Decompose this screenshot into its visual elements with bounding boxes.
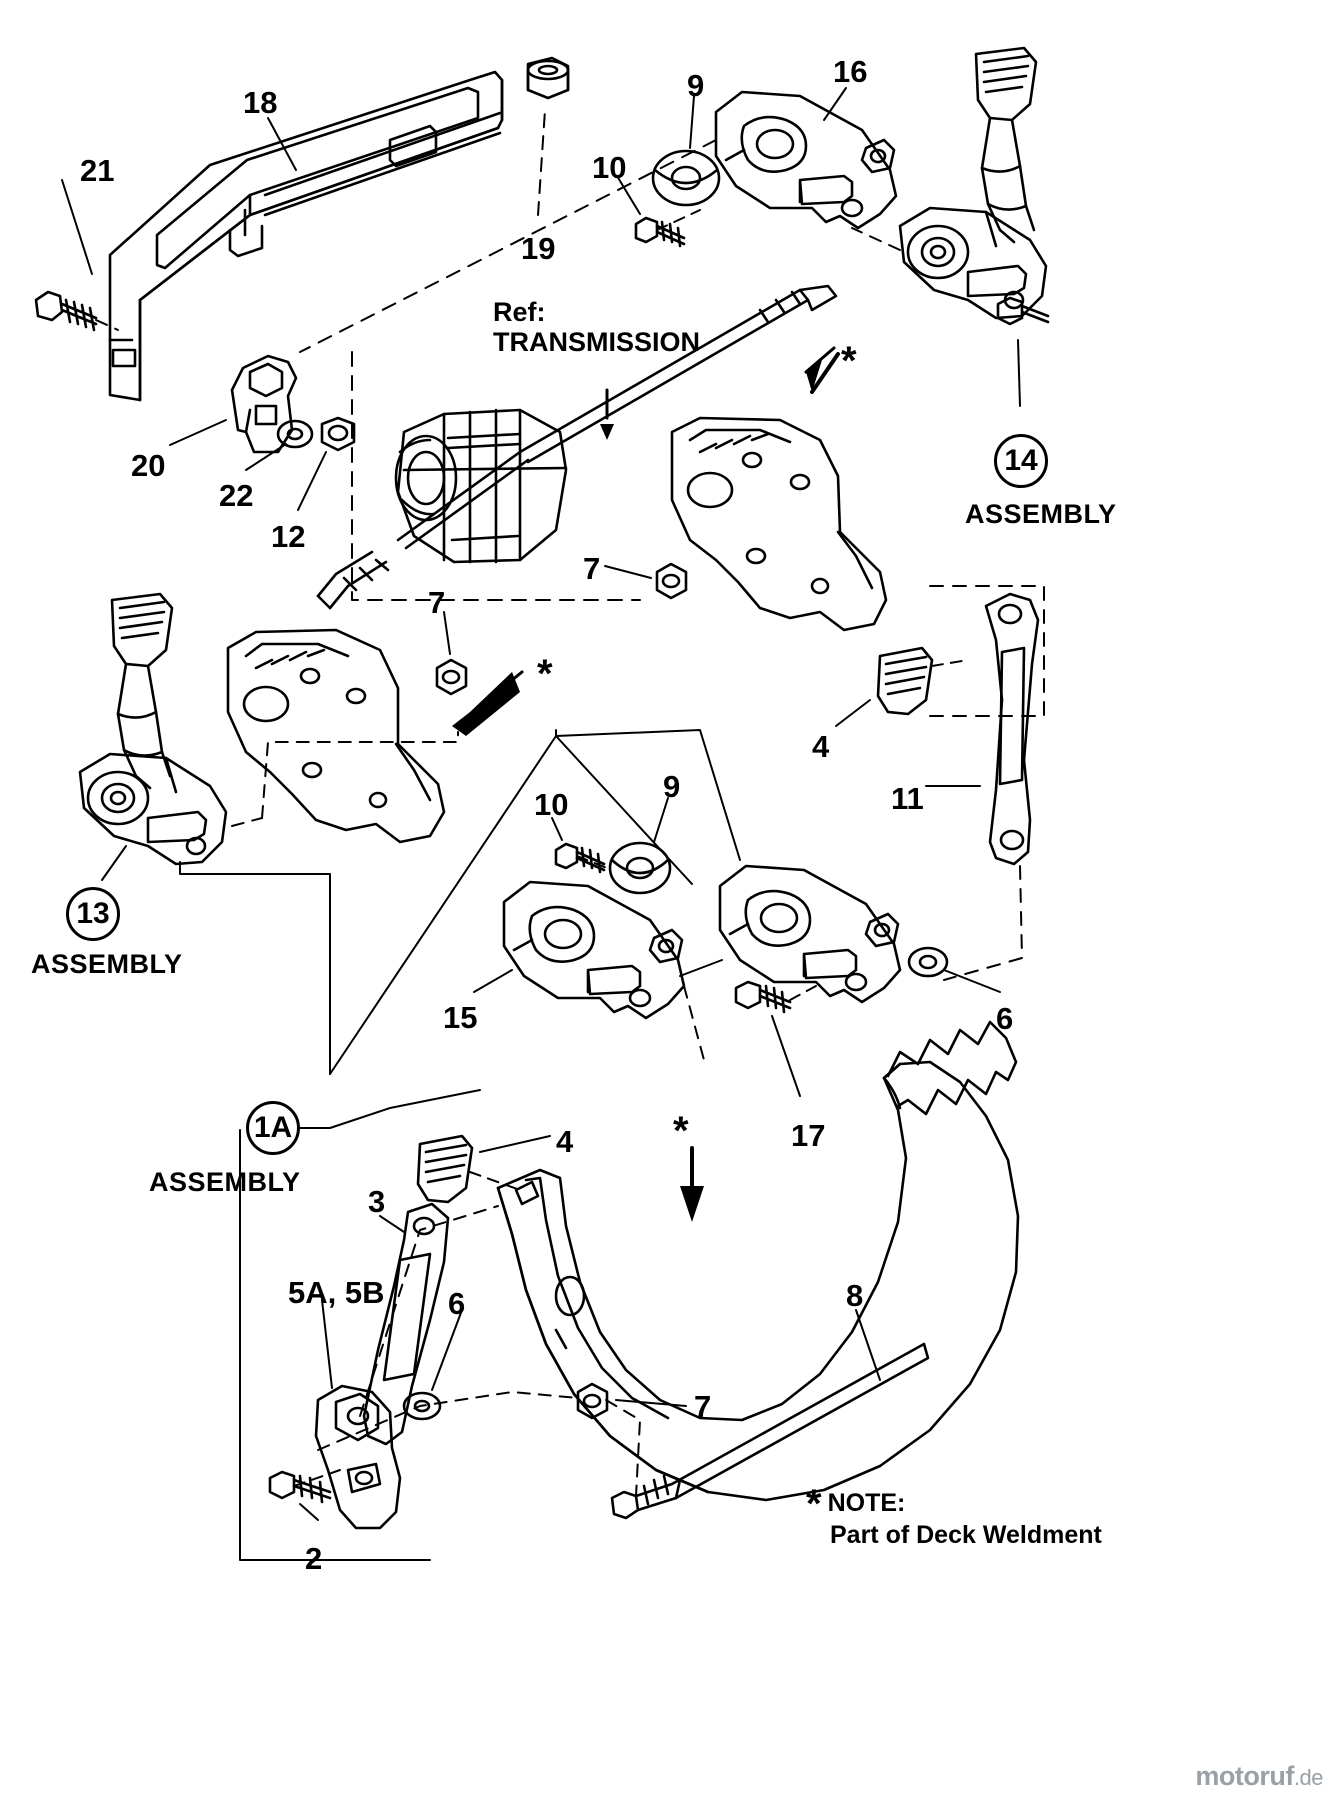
part-20-bracket: [232, 356, 296, 452]
part-16-lift-plate: [716, 92, 896, 228]
leader-13: [102, 846, 126, 880]
note-line-2: Part of Deck Weldment: [830, 1521, 1102, 1549]
watermark-part1: motoruf: [1195, 1761, 1294, 1791]
callout-19: 19: [521, 231, 556, 266]
part-10-bolt-top: [636, 218, 684, 246]
callout-6-bottom: 6: [448, 1286, 466, 1321]
part-9-pulley-top: [653, 151, 719, 205]
callout-4-bottom: 4: [556, 1124, 574, 1159]
part-7-nut-bottom: [578, 1384, 607, 1418]
reference-transmission: [493, 297, 700, 357]
part-7-nut-upper: [657, 564, 686, 598]
assembly-callout-14: 14: [994, 434, 1048, 488]
assembly-label-13: ASSEMBLY: [31, 949, 183, 979]
callout-9-mid: 9: [663, 769, 681, 804]
reference-line-2: TRANSMISSION: [493, 327, 701, 358]
assembly-callout-13: 13: [66, 887, 120, 941]
assembly-13: [80, 594, 226, 864]
arrow-star-2: [452, 672, 520, 736]
star-mark-3: *: [673, 1109, 689, 1153]
part-6-washer-right: [909, 948, 947, 976]
part-4-grip-mid: [878, 648, 932, 714]
leader-14: [1018, 340, 1020, 406]
reference-line-1: Ref:: [493, 297, 546, 327]
callout-8: 8: [846, 1278, 864, 1313]
note-block: [806, 1482, 1102, 1550]
callout-7-upper: 7: [583, 551, 601, 586]
note-star: *: [806, 1482, 822, 1526]
callout-10-top: 10: [592, 150, 627, 185]
leader-5: [322, 1300, 332, 1388]
assembly-label-1a: ASSEMBLY: [149, 1167, 301, 1197]
deck-weldment-bottom: [498, 1022, 1018, 1500]
callout-4-mid: 4: [812, 729, 830, 764]
callout-10-mid: 10: [534, 787, 569, 822]
part-22-washer: [278, 421, 312, 447]
leader-9b: [654, 798, 668, 842]
callout-6-right: 6: [996, 1001, 1014, 1036]
leader-2: [300, 1504, 318, 1520]
leader-7a: [605, 566, 651, 578]
callout-17: 17: [791, 1118, 826, 1153]
part-5a-5b-bracket: [316, 1386, 400, 1528]
arrow-transmission: [600, 424, 614, 440]
leader-20: [170, 420, 226, 445]
leader-9a: [690, 96, 694, 148]
callout-7-bottom: 7: [694, 1389, 712, 1424]
assembly-callout-1a: 1A: [246, 1101, 300, 1155]
leader-4b: [480, 1136, 550, 1152]
leader-19: [538, 110, 545, 215]
part-18-frame-rail: [110, 72, 502, 400]
note-line-1: NOTE:: [827, 1489, 906, 1517]
leader-7c: [616, 1400, 686, 1406]
assembly-label-14: ASSEMBLY: [965, 499, 1117, 529]
bracket-13-1a: [180, 862, 330, 1074]
callout-5a-5b: 5A, 5B: [288, 1275, 385, 1310]
leader-21: [62, 180, 92, 274]
callout-22: 22: [219, 478, 254, 513]
leader-6a: [432, 1310, 462, 1390]
watermark: [1195, 1761, 1323, 1792]
leader-15: [474, 970, 512, 992]
callout-15: 15: [443, 1000, 478, 1035]
star-mark-1: *: [841, 339, 857, 383]
callout-9-top: 9: [687, 68, 705, 103]
assembly-14: [900, 48, 1046, 318]
leader-17: [772, 1016, 800, 1096]
part-19-bushing: [528, 58, 568, 98]
leader-12: [298, 452, 326, 510]
deck-weldment-upper: [672, 418, 886, 630]
part-11-link: [986, 594, 1038, 864]
callout-16: 16: [833, 54, 868, 89]
part-21-bolt: [36, 292, 96, 330]
leader-8: [856, 1310, 880, 1380]
leader-6b: [944, 970, 1000, 992]
callout-3: 3: [368, 1184, 386, 1219]
leader-4a: [836, 700, 870, 726]
part-15-plate: [504, 882, 684, 1018]
callout-12: 12: [271, 519, 306, 554]
callout-7-middle: 7: [428, 585, 446, 620]
callout-21: 21: [80, 153, 115, 188]
callout-11: 11: [891, 781, 924, 816]
part-17-bolt: [736, 982, 790, 1012]
arrow-star-3: [680, 1186, 704, 1222]
star-mark-2: *: [537, 652, 553, 696]
part-3-lever: [364, 1204, 448, 1444]
callout-2: 2: [305, 1541, 323, 1576]
watermark-part2: .de: [1293, 1765, 1323, 1790]
part-7-nut-middle: [437, 660, 466, 694]
deck-weldment-middle: [228, 630, 444, 842]
part-4-grip-bottom: [418, 1136, 472, 1202]
callout-18: 18: [243, 85, 278, 120]
part-12-nut: [322, 418, 354, 450]
callout-20: 20: [131, 448, 166, 483]
